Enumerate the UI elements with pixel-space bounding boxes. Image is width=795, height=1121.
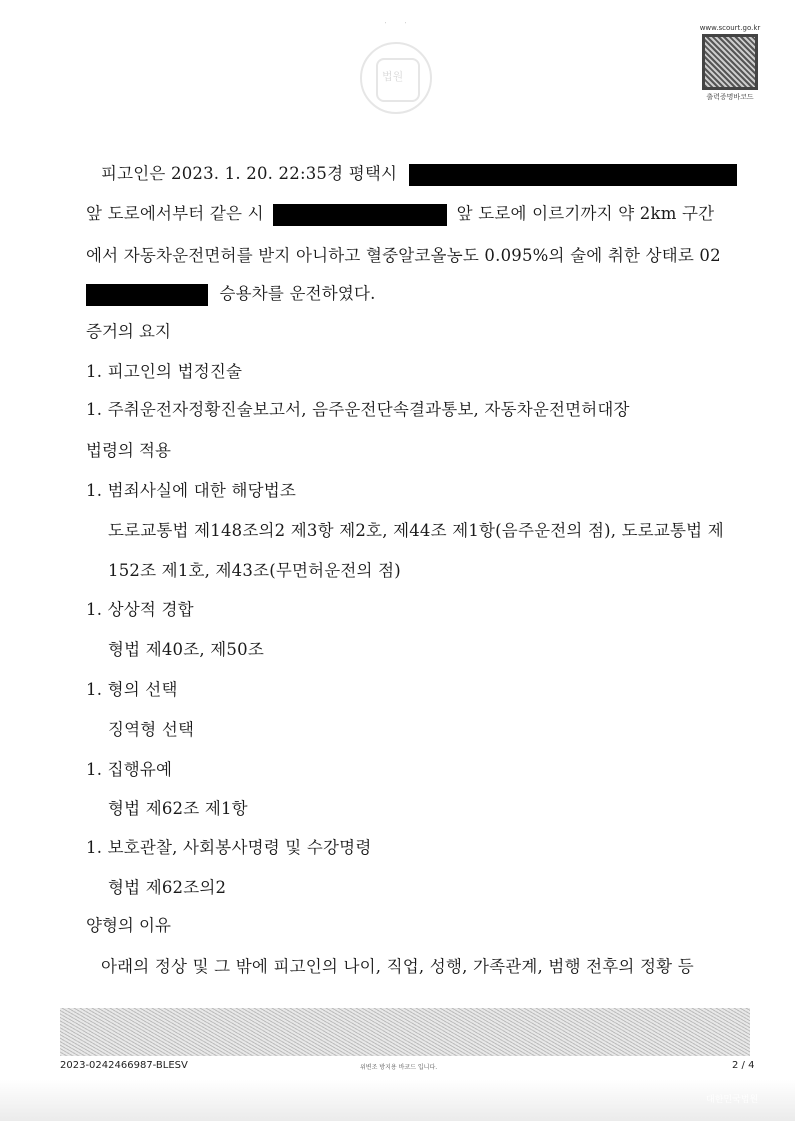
law-item-title: 1. 상상적 경합: [86, 600, 194, 619]
sentencing-heading: 양형의 이유: [86, 916, 171, 935]
redaction-block: [273, 204, 447, 226]
barcode-notice: 위변조 방지용 바코드 입니다.: [360, 1064, 438, 1071]
facts-line-4-text: 승용차를 운전하였다.: [219, 284, 376, 303]
law-item-detail: 징역형 선택: [108, 720, 195, 739]
qr-caption: 출력증명바코드: [706, 93, 754, 101]
document-id: 2023-0242466987-BLESV: [60, 1060, 188, 1071]
law-item-detail: 형법 제62조의2: [108, 878, 227, 897]
facts-line-2: [86, 200, 714, 226]
law-item-detail: 형법 제62조 제1항: [108, 799, 248, 818]
facts-line-3: 에서 자동차운전면허를 받지 아니하고 혈중알코올농도 0.095%의 술에 취한 상태로 02: [86, 246, 721, 265]
seal-text: 법원: [382, 70, 404, 83]
qr-code-icon: [702, 34, 758, 90]
facts-line-4: [86, 280, 376, 306]
redaction-block: [409, 164, 737, 186]
law-heading: 법령의 적용: [86, 441, 171, 460]
facts-line-1-text: 피고인은 2023. 1. 20. 22:35경 평택시: [101, 164, 398, 183]
anti-forgery-barcode-band: [60, 1008, 750, 1056]
law-item-title: 1. 형의 선택: [86, 680, 178, 699]
evidence-item-2: 1. 주취운전자정황진술보고서, 음주운전단속결과통보, 자동차운전면허대장: [86, 400, 630, 419]
page-number: 2 / 4: [732, 1060, 755, 1071]
redaction-block: [86, 284, 208, 306]
court-watermark-text: 대한민국법원: [706, 1095, 759, 1105]
qr-url: www.scourt.go.kr: [699, 24, 761, 32]
law-item-detail: 도로교통법 제148조의2 제3항 제2호, 제44조 제1항(음주운전의 점), 도로교통법 제: [108, 521, 724, 540]
law-item-detail: 형법 제40조, 제50조: [108, 640, 264, 659]
law-item-title: 1. 보호관찰, 사회봉사명령 및 수강명령: [86, 838, 372, 857]
law-item-title: 1. 집행유예: [86, 760, 173, 779]
facts-line-2-text-a: 앞 도로에서부터 같은 시: [86, 204, 264, 223]
facts-line-1: [101, 160, 737, 186]
sentencing-line-1: 아래의 정상 및 그 밖에 피고인의 나이, 직업, 성행, 가족관계, 범행 전후의 정황 등: [101, 957, 694, 976]
law-item-title: 1. 범죄사실에 대한 해당법조: [86, 481, 297, 500]
bottom-shade: [0, 1080, 795, 1121]
evidence-heading: 증거의 요지: [86, 322, 171, 341]
law-item-detail: 152조 제1호, 제43조(무면허운전의 점): [108, 561, 401, 580]
scan-marks: ˙ ˙: [384, 22, 408, 29]
court-seal-watermark: [360, 42, 432, 114]
evidence-item-1: 1. 피고인의 법정진술: [86, 362, 243, 381]
verification-qr-block: [696, 24, 764, 102]
facts-line-2-text-b: 앞 도로에 이르기까지 약 2km 구간: [456, 204, 715, 223]
